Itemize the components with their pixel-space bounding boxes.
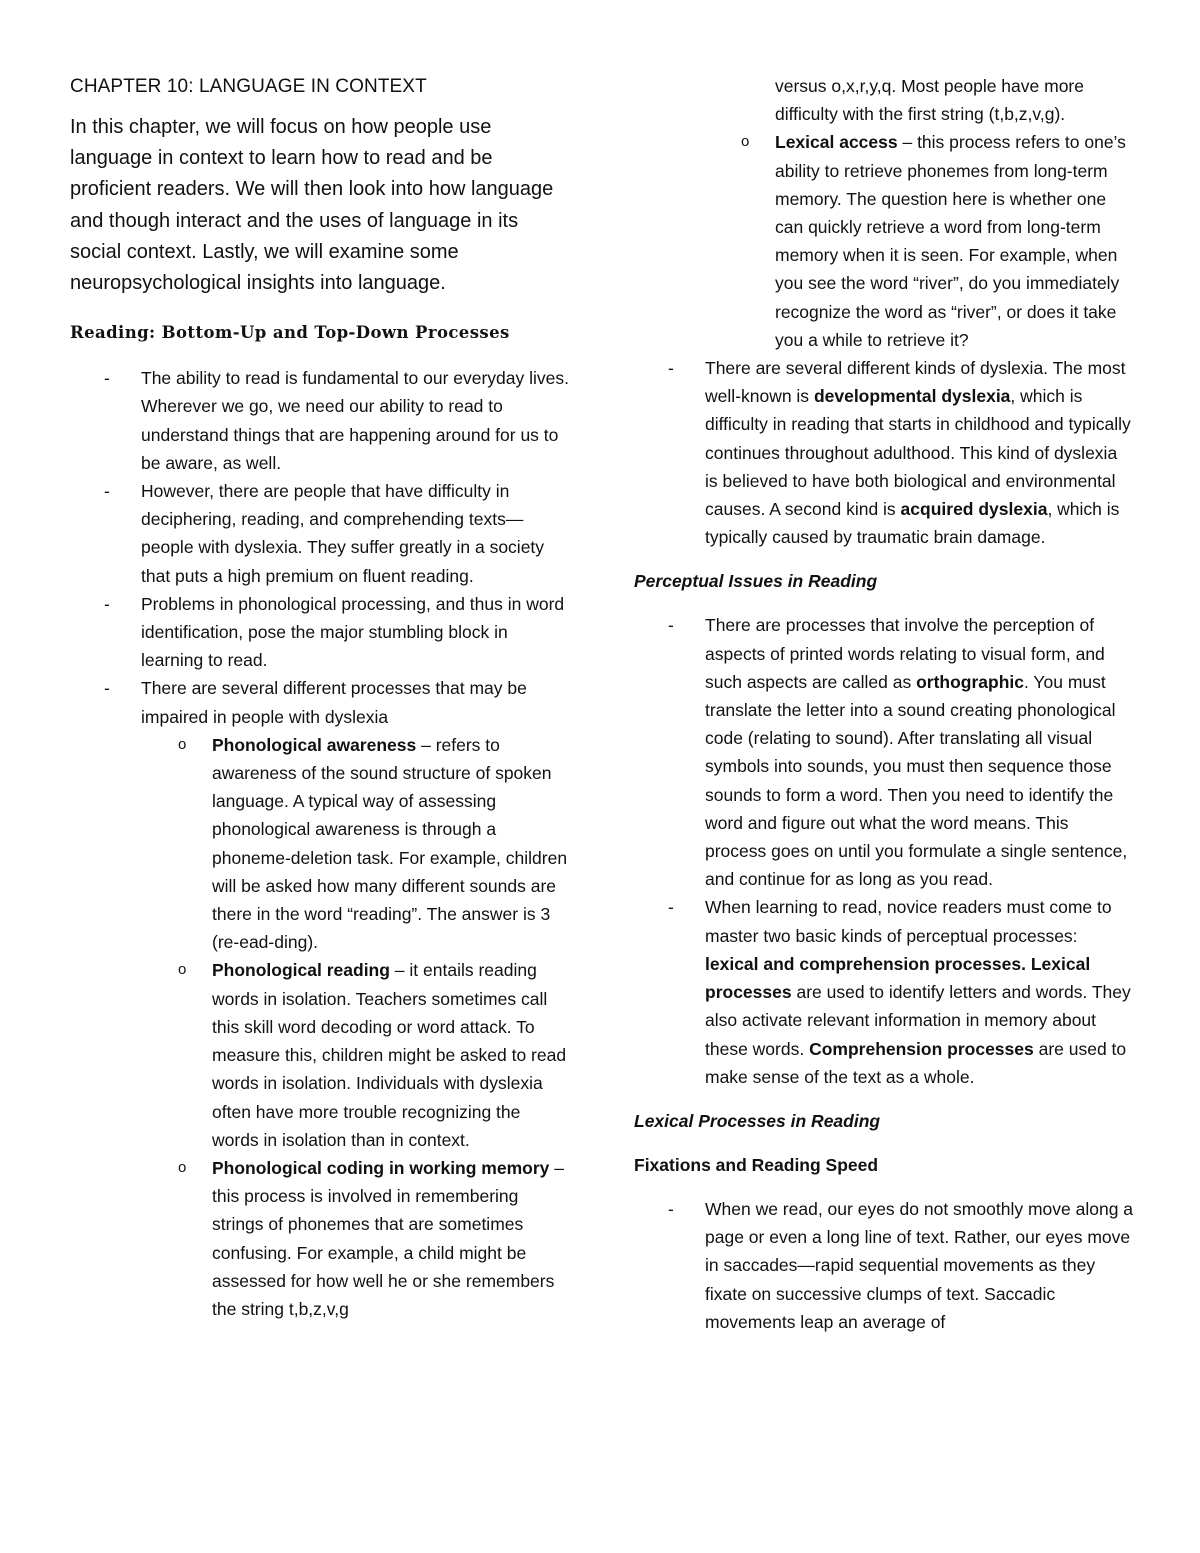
circle-marker: o <box>741 133 750 151</box>
dyslexia-process-list <box>141 731 570 1323</box>
term-acquired-dyslexia: acquired dyslexia <box>900 499 1048 520</box>
dash-marker: - <box>668 1198 674 1219</box>
dash-marker: - <box>668 358 674 379</box>
chapter-intro: In this chapter, we will focus on how people use language in context to learn how to read and be proficient readers. We will then look into how language and though interact and the uses of language in its social context. Lastly, we will examine some neuropsychological insights into language. <box>70 116 554 295</box>
dash-marker: - <box>104 368 110 389</box>
reading-bullet-list <box>70 364 570 1323</box>
sub-list-item: o Phonological reading – it entails reading words in isolation. Teachers sometimes call this skill word decoding or word attack. To measure this, children might be asked to read words in isolation. Individuals with dyslexia often have more trouble recognizing the words in isolation than in context. <box>141 956 570 1153</box>
heading-fixations: Fixations and Reading Speed <box>634 1154 879 1175</box>
continued-text: versus o,x,r,y,q. Most people have more difficulty with the first string (t,b,z,v,g). <box>775 76 1084 125</box>
term-orthographic: orthographic <box>916 671 1025 692</box>
term-lexical-access: Lexical access <box>775 132 898 153</box>
circle-marker: o <box>178 735 187 753</box>
list-item: - However, there are people that have difficulty in deciphering, reading, and comprehending texts—people with dyslexia. They suffer greatly in a society that puts a high premium on fluent reading. <box>70 477 570 590</box>
circle-marker: o <box>178 1158 187 1176</box>
circle-marker: o <box>178 961 187 979</box>
heading-lexical-processes: Lexical Processes in Reading <box>634 1110 881 1131</box>
chapter-title: CHAPTER 10: LANGUAGE IN CONTEXT <box>70 76 427 97</box>
list-item: - Problems in phonological processing, and thus in word identification, pose the major stumbling block in learning to read. <box>70 590 570 675</box>
dash-marker: - <box>668 897 674 918</box>
term-lexical-processes: Lexical processes <box>705 953 1091 1003</box>
list-item: - There are several different processes that may be impaired in people with dyslexia o Phonological awareness – refers to awareness of the sound structure of spoken language. A typical way of assessing phonological awareness is through a phoneme-deletion task. For example, children will be asked how many different sounds are there in the word “reading”. The answer is 3 (re-ead-ding). o Phonological reading – it entails reading words in isolation. Teachers sometimes call this skill word decoding or word attack. To measure this, children might be asked to read words in isolation. Individuals with dyslexia often have more trouble recognizing the words in isolation than in context. o Phonological coding in working memory – this process is involved in remembering strings of phonemes that are sometimes confusing. For example, a child might be assessed for how well he or she remembers the string t,b,z,v,g <box>70 674 570 1323</box>
list-item: - The ability to read is fundamental to our everyday lives. Wherever we go, we need our ability to read to understand things that are happening around for us to be aware, as well. <box>70 364 570 477</box>
list-item: - There are several different kinds of dyslexia. The most well-known is developmental dyslexia, which is difficulty in reading that starts in childhood and typically continues throughout adulthood. This kind of dyslexia is believed to have both biological and environmental causes. A second kind is acquired dyslexia, which is typically caused by traumatic brain damage. <box>634 354 1134 551</box>
section-heading-reading: Reading: Bottom-Up and Top-Down Processes <box>70 323 510 343</box>
dash-marker: - <box>104 678 110 699</box>
perceptual-list <box>634 611 1134 1090</box>
term-phonological-coding: Phonological coding in working memory <box>212 1157 550 1178</box>
term-lexical-and-comprehension: lexical and comprehension processes. <box>705 953 1026 974</box>
sub-list-item: o Phonological awareness – refers to awareness of the sound structure of spoken language. A typical way of assessing phonological awareness is through a phoneme-deletion task. For example, children will be asked how many different sounds are there in the word “reading”. The answer is 3 (re-ead-ding). <box>141 731 570 957</box>
right-column <box>634 72 1134 1336</box>
sub-list-item: o Phonological coding in working memory – this process is involved in remembering strings of phonemes that are sometimes confusing. For example, a child might be assessed for how well he or she remembers the string t,b,z,v,g <box>141 1154 570 1323</box>
term-phonological-reading: Phonological reading <box>212 960 390 981</box>
fixations-list <box>634 1195 1134 1336</box>
term-phonological-awareness: Phonological awareness <box>212 734 417 755</box>
list-item: - When we read, our eyes do not smoothly move along a page or even a long line of text. Rather, our eyes move in saccades—rapid sequential movements as they fixate on successive clumps of text. Saccadic movements leap an average of <box>634 1195 1134 1336</box>
sub-list-item: o Lexical access – this process refers to one’s ability to retrieve phonemes from long-term memory. The question here is whether one can quickly retrieve a word from long-term memory when it is seen. For example, when you see the word “river”, do you immediately recognize the word as “river”, or does it take you a while to retrieve it? <box>704 128 1134 354</box>
lexical-access-list <box>634 128 1134 354</box>
dash-marker: - <box>104 593 110 614</box>
dash-marker: - <box>104 481 110 502</box>
heading-perceptual-issues: Perceptual Issues in Reading <box>634 571 878 592</box>
list-item: - There are processes that involve the perception of aspects of printed words relating to visual form, and such aspects are called as orthographic. You must translate the letter into a sound creating phonological code (relating to sound). After translating all visual symbols into sounds, you must then sequence those sounds to form a word. Then you need to identify the word and figure out what the word means. This process goes on until you formulate a single sentence, and continue for as long as you read. <box>634 611 1134 893</box>
left-column <box>70 70 570 1323</box>
dash-marker: - <box>668 615 674 636</box>
term-comprehension-processes: Comprehension processes <box>809 1038 1034 1059</box>
dyslexia-kinds-list <box>634 354 1134 551</box>
term-developmental-dyslexia: developmental dyslexia <box>813 386 1011 407</box>
list-item: - When learning to read, novice readers must come to master two basic kinds of perceptual processes: lexical and comprehension processes. Lexical processes are used to identify letters and words. They also activate relevant information in memory about these words. Comprehension processes are used to make sense of the text as a whole. <box>634 893 1134 1090</box>
